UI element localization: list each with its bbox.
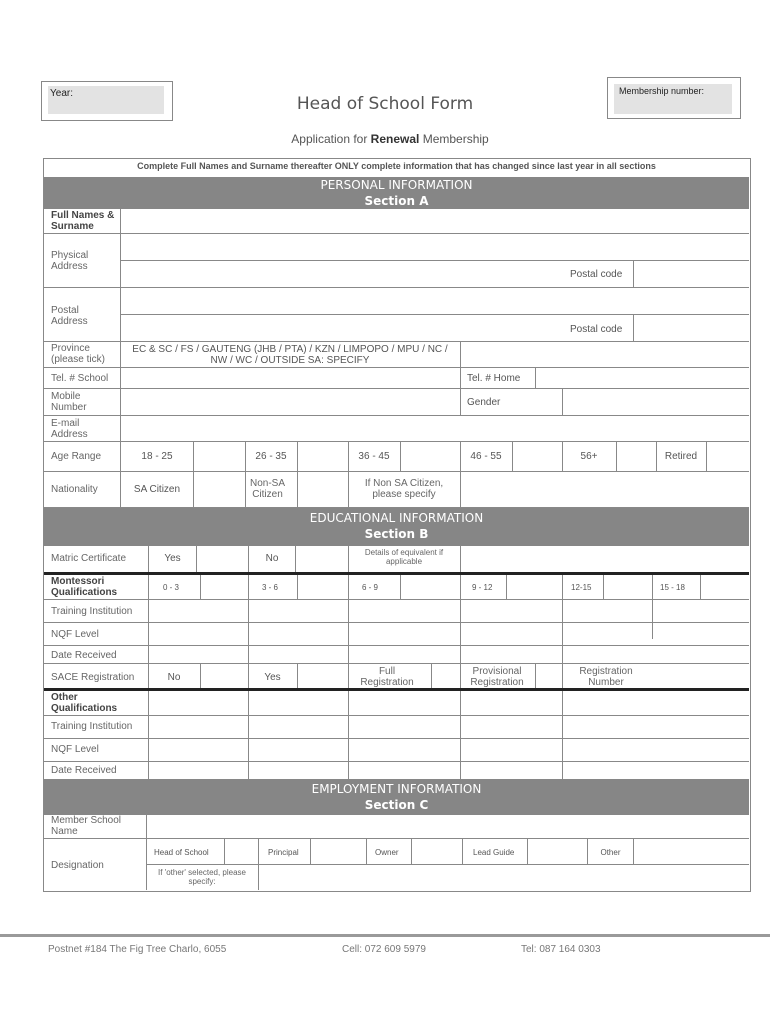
- province-options-1[interactable]: EC & SC / FS / GAUTENG (JHB / PTA) / KZN / LIMPOPO / MPU / NC /: [132, 344, 448, 355]
- sace-label: SACE Registration: [51, 672, 135, 683]
- designation-option: Other: [600, 848, 621, 857]
- other-qual-label: Other Qualifications: [51, 692, 118, 714]
- designation-option: Lead Guide: [473, 848, 515, 857]
- sace-yes: Yes: [264, 672, 281, 683]
- postal-label: Postal Address: [51, 305, 88, 327]
- sa-citizen-option: SA Citizen: [133, 484, 181, 495]
- page-title: Head of School Form: [296, 94, 474, 114]
- nqf-label: NQF Level: [51, 629, 99, 640]
- tel-school-label: Tel. # School: [51, 373, 109, 384]
- matric-no: No: [265, 553, 279, 564]
- physical-postal-code-label: Postal code: [570, 269, 623, 280]
- prov-reg-label: Provisional Registration: [470, 666, 524, 688]
- page-subtitle: [240, 132, 540, 146]
- range-option: 9 - 12: [472, 583, 493, 592]
- if-non-sa-label: If Non SA Citizen, please specify: [364, 478, 444, 500]
- section-b-sub: Section B: [364, 527, 429, 541]
- membership-label: Membership number:: [619, 86, 705, 96]
- section-a-header: [44, 177, 749, 209]
- date-label: Date Received: [51, 650, 117, 661]
- section-c-header: [44, 779, 749, 815]
- section-b-title: EDUCATIONAL INFORMATION: [309, 511, 484, 525]
- designation-option: Principal: [268, 848, 299, 857]
- physical-postal-code-field[interactable]: [634, 261, 749, 287]
- instruction-text: Complete Full Names and Surname thereafter ONLY complete information that has changed since last year in all sections: [137, 161, 656, 171]
- province-label: Province (please tick): [51, 343, 105, 365]
- sace-no: No: [167, 672, 181, 683]
- range-option: 15 - 18: [660, 583, 685, 592]
- subtitle-bold: Renewal: [370, 132, 420, 146]
- section-c-sub: Section C: [364, 798, 429, 812]
- age-option: 26 - 35: [255, 451, 287, 462]
- footer-rule: [0, 934, 770, 937]
- postal-address-field[interactable]: [121, 288, 749, 314]
- physical-label: Physical Address: [51, 250, 89, 272]
- designation-option: Owner: [375, 848, 399, 857]
- footer-tel: Tel: 087 164 0303: [521, 944, 601, 955]
- mobile-label: Mobile Number: [51, 391, 87, 413]
- non-sa-option: Non-SA Citizen: [249, 478, 285, 500]
- if-other-label: If 'other' selected, please specify:: [158, 868, 246, 886]
- gender-label: Gender: [467, 397, 501, 408]
- matric-yes: Yes: [164, 553, 181, 564]
- reg-number-label: Registration Number: [579, 666, 633, 688]
- tel-home-label: Tel. # Home: [467, 373, 521, 384]
- subtitle-pre: Application for: [291, 132, 371, 146]
- section-b-header: [44, 508, 749, 546]
- subtitle-post: Membership: [419, 132, 489, 146]
- other-training-label: Training Institution: [51, 721, 133, 732]
- age-option: 56+: [580, 451, 598, 462]
- range-option: 3 - 6: [262, 583, 279, 592]
- full-names-label: Full Names & Surname: [51, 210, 115, 232]
- age-option: Retired: [664, 451, 698, 462]
- section-a-title: PERSONAL INFORMATION: [320, 178, 473, 192]
- age-range-label: Age Range: [51, 451, 102, 462]
- range-option: 12-15: [571, 583, 592, 592]
- email-label: E-mail Address: [51, 418, 88, 440]
- age-option: 18 - 25: [141, 451, 173, 462]
- designation-option: Head of School: [154, 848, 209, 857]
- footer-postnet: Postnet #184 The Fig Tree Charlo, 6055: [48, 944, 227, 955]
- equivalent-label: Details of equivalent if applicable: [364, 548, 444, 566]
- age-option: 36 - 45: [358, 451, 390, 462]
- other-date-label: Date Received: [51, 765, 117, 776]
- age-option: 46 - 55: [470, 451, 502, 462]
- section-c-title: EMPLOYMENT INFORMATION: [311, 782, 482, 796]
- section-a-sub: Section A: [364, 194, 429, 208]
- postal-postal-code-label: Postal code: [570, 324, 623, 335]
- nationality-label: Nationality: [51, 484, 98, 495]
- training-label: Training Institution: [51, 606, 133, 617]
- province-options-2[interactable]: NW / WC / OUTSIDE SA: SPECIFY: [210, 355, 370, 366]
- physical-address-field[interactable]: [121, 234, 749, 260]
- range-option: 0 - 3: [163, 583, 180, 592]
- full-names-field[interactable]: [121, 210, 749, 232]
- range-option: 6 - 9: [362, 583, 379, 592]
- matric-label: Matric Certificate: [51, 553, 127, 564]
- other-nqf-label: NQF Level: [51, 744, 99, 755]
- if-other-field[interactable]: [259, 865, 749, 890]
- montessori-label: Montessori Qualifications: [51, 576, 118, 598]
- designation-label: Designation: [51, 860, 104, 871]
- full-reg-label: Full Registration: [360, 666, 414, 688]
- year-box: [41, 81, 173, 121]
- footer-cell: Cell: 072 609 5979: [342, 944, 426, 955]
- year-label: Year:: [50, 88, 73, 99]
- member-school-field[interactable]: [147, 815, 749, 837]
- member-school-label: Member School Name: [51, 815, 122, 837]
